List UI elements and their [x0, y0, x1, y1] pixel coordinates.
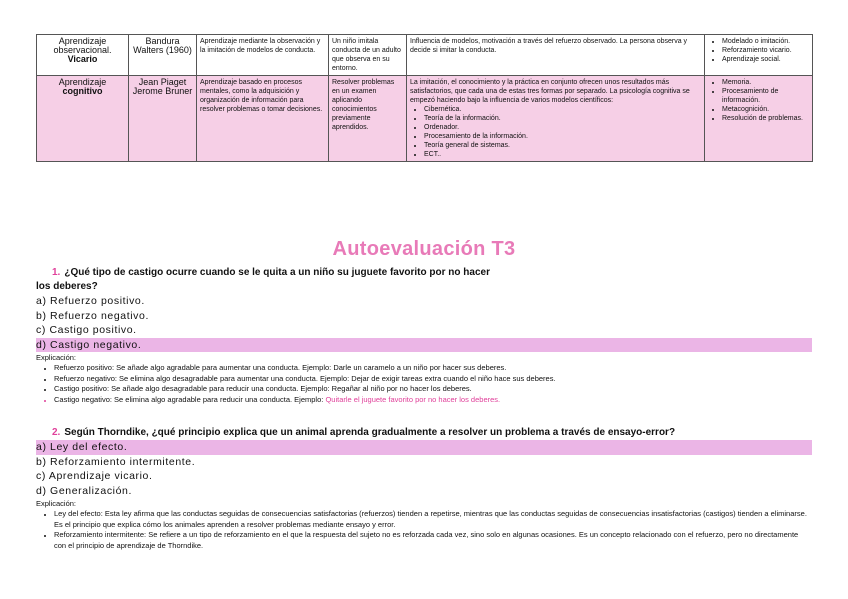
learning-type-cell — [37, 35, 129, 76]
models-list — [410, 105, 701, 159]
explanation-label: Explicación: — [36, 353, 77, 362]
table-row — [37, 76, 813, 162]
concepts-cell — [705, 35, 813, 76]
option-c: c) Aprendizaje vicario. — [36, 470, 153, 482]
highlighted-example: Quitarle el juguete favorito por no hacer los deberes. — [325, 394, 501, 404]
explanation-label: Explicación: — [36, 499, 77, 508]
learning-type-name: Aprendizaje — [58, 77, 107, 87]
list-item: • Ordenador. — [424, 123, 701, 132]
list-item: • Procesamiento de la información. — [424, 132, 701, 141]
option-a-correct: a) Ley del efecto. — [36, 440, 812, 455]
list-item: • ECT.. — [424, 150, 701, 159]
question-number: 2. — [52, 427, 61, 438]
list-item: • Procesamiento de información. — [722, 87, 809, 105]
question-line-2: los deberes? — [36, 281, 98, 292]
list-item: • Reforzamiento vicario. — [722, 46, 809, 55]
learning-type-subname: Vicario — [67, 54, 98, 64]
author-cell: Jean Piaget Jerome Bruner — [129, 76, 197, 162]
definition-cell: Aprendizaje basado en procesos mentales, como la adquisición y organización de información para resolver problemas o tomar decisiones. — [197, 76, 329, 162]
list-item — [54, 395, 812, 406]
list-item: • Memoria. — [722, 78, 809, 87]
question-1 — [36, 266, 812, 405]
option-d-correct: d) Castigo negativo. — [36, 338, 812, 353]
learning-type-name: Aprendizaje observacional. — [53, 36, 112, 55]
description-text: La imitación, el conocimiento y la práctica en conjunto ofrecen unos resultados más satisfactorios, que cada una de estas tres formas por separado. La psicología cognitiva se empezó haciendo bajo la influencia de varios modelos científicos: — [410, 79, 690, 104]
list-item: • Cibernética. — [424, 105, 701, 114]
page-title: Autoevaluación T3 — [332, 238, 516, 260]
question-2 — [36, 426, 812, 551]
explanation-list — [36, 363, 812, 405]
list-item: • Castigo positivo: Se añade algo desagradable para reducir una conducta. Ejemplo: Regañar al niño por no hacer los deberes. — [54, 384, 812, 395]
question-text — [36, 426, 812, 440]
author-cell: Bandura Walters (1960) — [129, 35, 197, 76]
example-cell: Un niño imitala conducta de un adulto que observa en su entorno. — [329, 35, 407, 76]
learning-table — [36, 34, 813, 162]
concepts-cell — [705, 76, 813, 162]
list-item: • Metacognición. — [722, 105, 809, 114]
list-item: • Modelado o imitación. — [722, 37, 809, 46]
concepts-list — [708, 78, 809, 123]
list-item: • Refuerzo negativo: Se elimina algo desagradable para aumentar una conducta. Ejemplo: Dejar de exigir tareas extra cuando el niño hace sus deberes. — [54, 374, 812, 385]
list-item: • Resolución de problemas. — [722, 114, 809, 123]
question-text — [36, 266, 812, 294]
option-d: d) Generalización. — [36, 484, 133, 497]
list-item: • Teoría general de sistemas. — [424, 141, 701, 150]
concepts-list — [708, 37, 809, 64]
option-b: b) Reforzamiento intermitente. — [36, 455, 196, 468]
learning-type-cell — [37, 76, 129, 162]
question-line-1: Según Thorndike, ¿qué principio explica que un animal aprenda gradualmente a resolver un problema a través de ensayo-error? — [64, 427, 676, 438]
list-item: • Teoría de la información. — [424, 114, 701, 123]
description-cell: Influencia de modelos, motivación a través del refuerzo observado. La persona observa y decide si imitar la conducta. — [407, 35, 705, 76]
explanation-list — [36, 509, 812, 551]
question-number: 1. — [52, 267, 61, 278]
learning-type-subname: cognitivo — [62, 86, 103, 96]
option-c: c) Castigo positivo. — [36, 324, 137, 336]
explanation-text: Castigo negativo: Se elimina algo agradable para reducir una conducta. Ejemplo: — [54, 394, 324, 404]
description-cell — [407, 76, 705, 162]
question-line-1: ¿Qué tipo de castigo ocurre cuando se le quita a un niño su juguete favorito por no hacer — [64, 267, 490, 278]
option-a: a) Refuerzo positivo. — [36, 295, 145, 307]
definition-cell: Aprendizaje mediante la observación y la imitación de modelos de conducta. — [197, 35, 329, 76]
list-item: • Reforzamiento intermitente: Se refiere a un tipo de reforzamiento en el que la respuesta del sujeto no es reforzada cada vez, sino solo en algunas ocasiones. Es un concepto relacionado con el refuerzo, pero no directamente con el principio de aprendizaje de Thorndike. — [54, 530, 812, 551]
list-item: • Aprendizaje social. — [722, 55, 809, 64]
table-row — [37, 35, 813, 76]
example-cell: Resolver problemas en un examen aplicando conocimientos previamente aprendidos. — [329, 76, 407, 162]
option-b: b) Refuerzo negativo. — [36, 309, 149, 322]
list-item: • Ley del efecto: Esta ley afirma que las conductas seguidas de consecuencias satisfactorias (refuerzos) tienden a repetirse, mientras que las conductas seguidas de consecuencias insatisfactorias (castigos) tienden a eliminarse. Es el principio que explica cómo los animales aprenden a resolver problemas mediante ensayo y error. — [54, 509, 812, 530]
list-item: • Refuerzo positivo: Se añade algo agradable para aumentar una conducta. Ejemplo: Darle un caramelo a un niño por hacer sus deberes. — [54, 363, 812, 374]
